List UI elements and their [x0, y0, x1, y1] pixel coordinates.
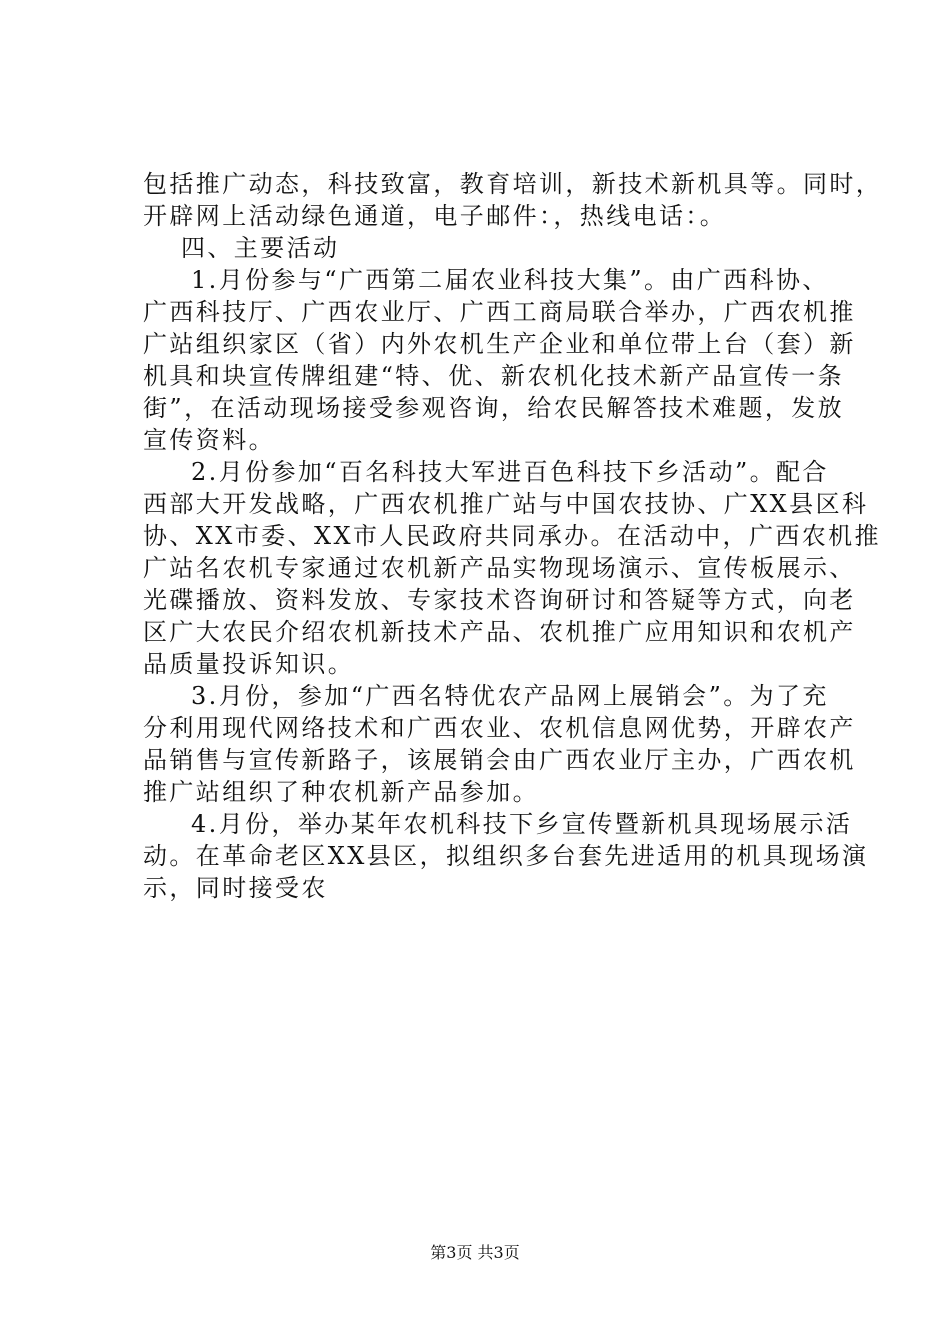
body-line: 区广大农民介绍农机新技术产品、农机推广应用知识和农机产 [143, 618, 856, 646]
body-line: 广站组织家区（省）内外农机生产企业和单位带上台（套）新 [143, 330, 856, 358]
body-line: 西部大开发战略，广西农机推广站与中国农技协、广XX县区科 [143, 490, 869, 518]
body-line: 示，同时接受农 [143, 874, 328, 902]
body-line: 开辟网上活动绿色通道，电子邮件：，热线电话：。 [143, 202, 727, 230]
body-line: 品销售与宣传新路子，该展销会由广西农业厅主办，广西农机 [143, 746, 856, 774]
body-line: 动。在革命老区XX县区，拟组织多台套先进适用的机具现场演 [143, 842, 869, 870]
body-line: 广西科技厅、广西农业厅、广西工商局联合举办，广西农机推 [143, 298, 856, 326]
body-line: 品质量投诉知识。 [143, 650, 355, 678]
body-line: 3.月份，参加“广西名特优农产品网上展销会”。为了充 [191, 682, 829, 710]
body-line: 广站名农机专家通过农机新产品实物现场演示、宣传板展示、 [143, 554, 856, 582]
document-body [143, 168, 883, 904]
page-footer: 第3页 共3页 [430, 1243, 520, 1262]
body-line: 光碟播放、资料发放、专家技术咨询研讨和答疑等方式，向老 [143, 586, 856, 614]
body-line: 4.月份，举办某年农机科技下乡宣传暨新机具现场展示活 [191, 810, 853, 838]
body-line: 包括推广动态，科技致富，教育培训，新技术新机具等。同时， [143, 170, 883, 198]
body-line: 1.月份参与“广西第二届农业科技大集”。由广西科协、 [191, 266, 829, 294]
body-line: 2.月份参加“百名科技大军进百色科技下乡活动”。配合 [191, 458, 829, 486]
body-line: 机具和块宣传牌组建“特、优、新农机化技术新产品宣传一条 [143, 362, 845, 390]
section-heading: 四、主要活动 [181, 234, 340, 262]
body-line: 分利用现代网络技术和广西农业、农机信息网优势，开辟农产 [143, 714, 856, 742]
body-line: 协、XX市委、XX市人民政府共同承办。在活动中，广西农机推 [143, 522, 881, 550]
body-line: 宣传资料。 [143, 426, 275, 454]
body-line: 推广站组织了种农机新产品参加。 [143, 778, 539, 806]
body-line: 街”，在活动现场接受参观咨询，给农民解答技术难题，发放 [143, 394, 845, 422]
